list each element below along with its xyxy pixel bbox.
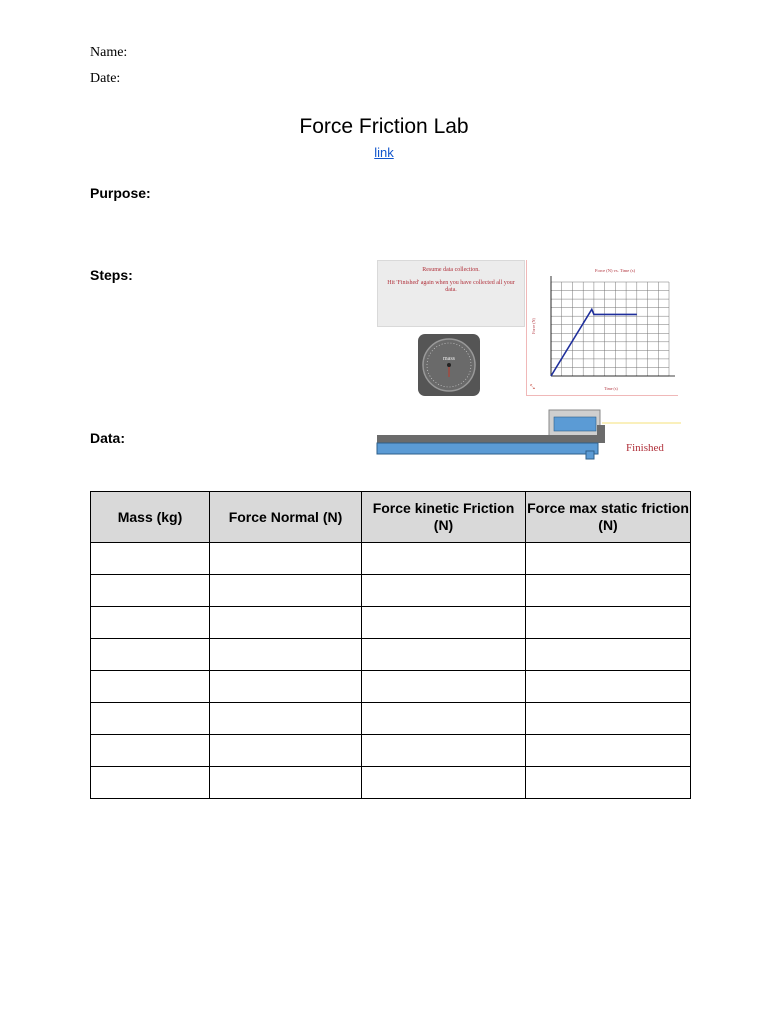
data-table: [90, 491, 691, 799]
header-mass: Mass (kg): [91, 492, 210, 543]
chart-x-label: Time (s): [604, 386, 618, 391]
table-cell[interactable]: [210, 703, 362, 735]
track: [377, 443, 598, 454]
table-row: [91, 543, 691, 575]
header-force-max-static-friction: Force max static friction (N): [526, 492, 691, 543]
table-row: [91, 735, 691, 767]
table-row: [91, 703, 691, 735]
table-cell[interactable]: [526, 607, 691, 639]
table-cell[interactable]: [526, 767, 691, 799]
chart-y-label: Force (N): [531, 318, 536, 334]
table-cell[interactable]: [362, 575, 526, 607]
lab-link[interactable]: link: [374, 145, 394, 160]
date-label: Date:: [90, 71, 121, 86]
table-cell[interactable]: [362, 543, 526, 575]
table-cell[interactable]: [362, 735, 526, 767]
table-cell[interactable]: [91, 639, 210, 671]
simulation-screenshot: [376, 258, 681, 463]
chart-grid: [551, 276, 675, 376]
table-cell[interactable]: [526, 671, 691, 703]
table-cell[interactable]: [210, 607, 362, 639]
purpose-heading: Purpose:: [90, 185, 151, 201]
table-cell[interactable]: [91, 735, 210, 767]
table-row: [91, 767, 691, 799]
table-cell[interactable]: [362, 671, 526, 703]
force-time-chart: [527, 260, 679, 396]
finished-button[interactable]: Finished: [626, 442, 664, 454]
table-body: [91, 543, 691, 799]
table-row: [91, 671, 691, 703]
force-graph-panel: [526, 260, 678, 396]
gauge-label: mass: [443, 356, 455, 362]
table-cell[interactable]: [526, 703, 691, 735]
data-heading: Data:: [90, 430, 126, 446]
table-cell[interactable]: [362, 767, 526, 799]
table-cell[interactable]: [91, 607, 210, 639]
table-cell[interactable]: [362, 639, 526, 671]
table-cell[interactable]: [526, 543, 691, 575]
table-cell[interactable]: [210, 767, 362, 799]
table-cell[interactable]: [91, 671, 210, 703]
table-cell[interactable]: [526, 735, 691, 767]
table-cell[interactable]: [362, 607, 526, 639]
message-line-1: Resume data collection.: [422, 267, 480, 273]
table-cell[interactable]: [91, 703, 210, 735]
name-label: Name:: [90, 45, 128, 60]
table-row: [91, 607, 691, 639]
table-cell[interactable]: [210, 639, 362, 671]
table-cell[interactable]: [91, 575, 210, 607]
chart-title: Force (N) vs. Time (s): [594, 268, 636, 273]
table-cell[interactable]: [91, 543, 210, 575]
simulation-message: [377, 260, 525, 327]
table-row: [91, 575, 691, 607]
header-force-kinetic-friction: Force kinetic Friction (N): [362, 492, 526, 543]
table-cell[interactable]: [210, 735, 362, 767]
page-title: Force Friction Lab: [299, 115, 469, 138]
table-row: [91, 639, 691, 671]
link-container: [0, 145, 768, 160]
table-cell[interactable]: [210, 575, 362, 607]
table-cell[interactable]: [210, 543, 362, 575]
table-cell[interactable]: [210, 671, 362, 703]
table-cell[interactable]: [526, 639, 691, 671]
track-top: [377, 435, 605, 443]
table-cell[interactable]: [91, 767, 210, 799]
resize-icon[interactable]: ⤡: [530, 385, 535, 391]
table-header-row: [91, 492, 691, 543]
force-gauge-icon: [418, 334, 480, 396]
steps-heading: Steps:: [90, 267, 133, 283]
table-cell[interactable]: [526, 575, 691, 607]
table-cell[interactable]: [362, 703, 526, 735]
header-force-normal: Force Normal (N): [210, 492, 362, 543]
message-line-2: Hit 'Finished' again when you have collected all your data.: [387, 280, 515, 293]
